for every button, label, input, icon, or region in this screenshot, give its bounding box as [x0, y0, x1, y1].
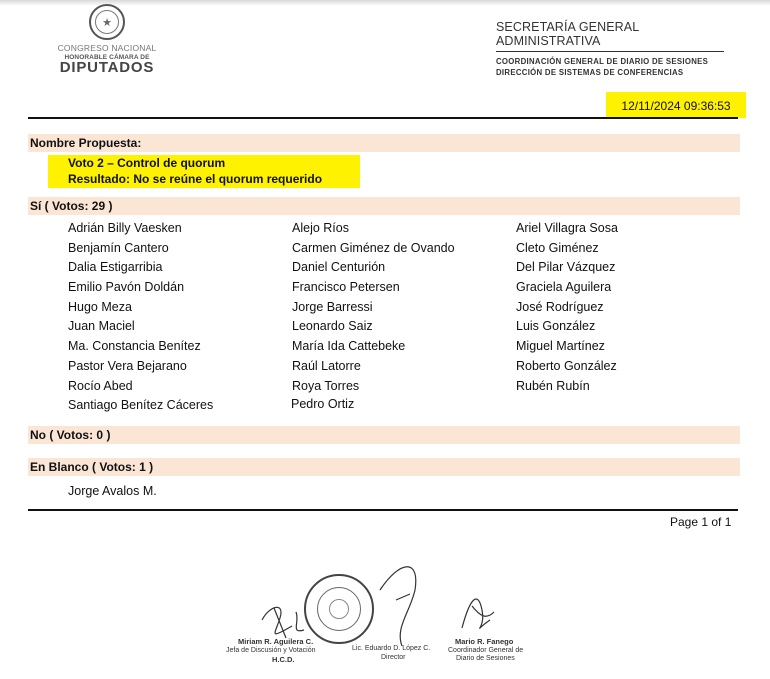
list-item: Miguel Martínez	[516, 339, 605, 354]
signatory-3-org: Diario de Sesiones	[456, 655, 515, 662]
list-item: Hugo Meza	[68, 299, 132, 314]
vote-title: Voto 2 – Control de quorum	[68, 156, 226, 170]
si-column-3	[516, 219, 618, 396]
list-item: Rocío Abed	[68, 378, 133, 393]
list-item: Alejo Ríos	[292, 221, 349, 235]
list-item: Roberto González	[516, 358, 617, 373]
logo-line-diputados: DIPUTADOS	[59, 59, 155, 76]
list-item: Ariel Villagra Sosa	[516, 221, 618, 235]
footer-divider	[28, 509, 738, 511]
no-votes-bar: No ( Votos: 0 )	[28, 426, 740, 444]
report-datetime: 12/11/2024 09:36:53	[606, 92, 746, 118]
chamber-logo	[52, 4, 162, 75]
list-item: Cleto Giménez	[516, 240, 599, 255]
list-item: Carmen Giménez de Ovando	[292, 240, 455, 255]
list-item: Benjamín Cantero	[68, 240, 169, 255]
list-item: Graciela Aguilera	[516, 280, 612, 295]
si-votes-bar: Sí ( Votos: 29 )	[28, 197, 740, 215]
official-stamp-icon	[304, 574, 374, 644]
secretaria-header	[496, 20, 736, 78]
si-column-2	[292, 219, 455, 396]
list-item: Rubén Rubín	[516, 378, 590, 393]
list-item: Santiago Benítez Cáceres	[68, 398, 214, 413]
signatory-1-org: H.C.D.	[272, 655, 295, 664]
secretaria-divider	[496, 51, 724, 52]
list-item: José Rodríguez	[516, 299, 604, 314]
list-item: Raúl Latorre	[292, 358, 361, 373]
list-item: Ma. Constancia Benítez	[68, 339, 201, 354]
list-item: Daniel Centurión	[292, 260, 386, 275]
coordinacion-line: COORDINACIÓN GENERAL DE DIARIO DE SESIONES	[496, 57, 709, 66]
list-item: Leonardo Saiz	[292, 319, 373, 334]
list-item: Pedro Ortiz	[291, 397, 355, 411]
list-item: Emilio Pavón Doldán	[68, 280, 185, 295]
national-seal-icon	[89, 4, 125, 40]
logo-line-honorable: HONORABLE CÁMARA DE	[64, 54, 150, 61]
signatory-1-name: Miriam R. Aguilera C.	[238, 637, 314, 646]
list-item: Roya Torres	[292, 378, 360, 393]
direccion-line: DIRECCIÓN DE SISTEMAS DE CONFERENCIAS	[496, 68, 684, 77]
blanco-votes-bar: En Blanco ( Votos: 1 )	[28, 458, 740, 476]
list-item: Juan Maciel	[68, 319, 135, 334]
proposal-label-bar: Nombre Propuesta:	[28, 134, 740, 152]
page-number: Page 1 of 1	[670, 515, 732, 529]
list-item: Luis González	[516, 319, 596, 334]
signatory-2-role: Director	[381, 654, 406, 661]
signatory-3-role: Coordinador General de	[448, 647, 524, 654]
list-item: Francisco Petersen	[292, 280, 400, 295]
signatory-3-name: Mario R. Fanego	[455, 637, 514, 646]
list-item: Del Pilar Vázquez	[516, 260, 616, 275]
signature-block	[0, 550, 770, 679]
secretaria-title: SECRETARÍA GENERAL ADMINISTRATIVA	[496, 20, 639, 48]
signatory-1-role: Jefa de Discusión y Votación	[226, 647, 316, 654]
vote-result: Resultado: No se reúne el quorum requerido	[68, 172, 323, 186]
list-item: María Ida Cattebeke	[292, 339, 406, 354]
logo-line-congreso: CONGRESO NACIONAL	[57, 43, 157, 53]
list-item: Adrián Billy Vaesken	[68, 221, 182, 235]
list-item: Dalia Estigarribia	[68, 260, 163, 275]
seal-star-icon: ★	[95, 10, 119, 34]
header-divider	[28, 117, 738, 119]
si-column-1	[68, 219, 213, 416]
list-item: Jorge Barressi	[292, 299, 373, 314]
list-item: Pastor Vera Bejarano	[68, 358, 187, 373]
list-item: Jorge Avalos M.	[68, 484, 157, 498]
signatory-2-name: Lic. Eduardo D. López C.	[352, 645, 431, 652]
